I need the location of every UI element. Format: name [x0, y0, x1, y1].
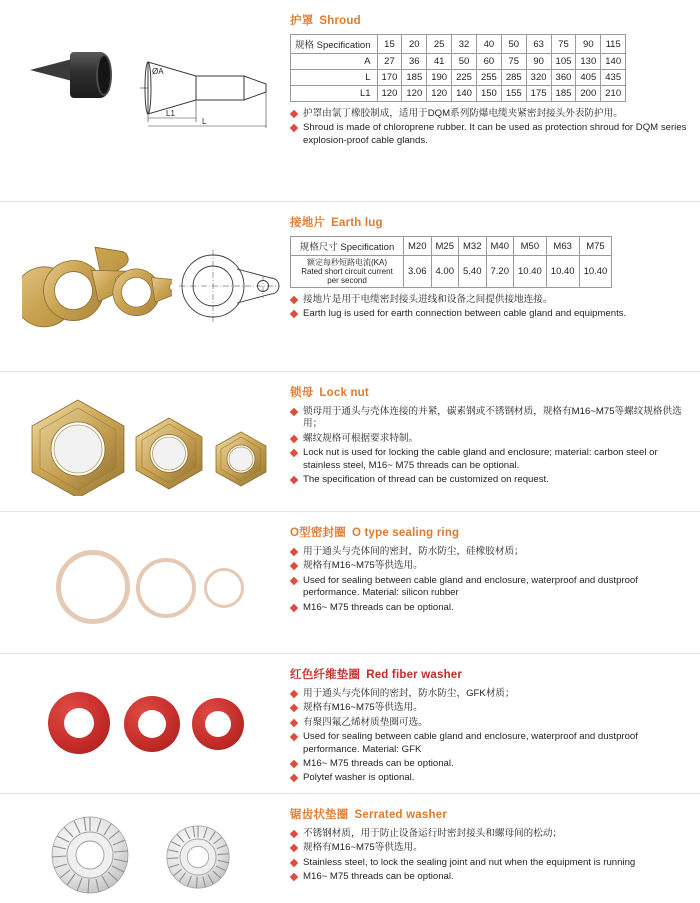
earth-lug-spec-table [290, 236, 612, 288]
title-cn: 锯齿状垫圈 [290, 809, 349, 821]
label-l1: L1 [166, 109, 175, 118]
section-title-shroud [290, 12, 690, 28]
earth-lug-photo [22, 232, 172, 342]
label-diameter-a: ØA [152, 67, 164, 76]
earth-lug-bullets [290, 294, 690, 321]
lock-nut-content [290, 372, 700, 511]
row-header: L [291, 70, 378, 86]
diamond-bullet-icon [290, 830, 298, 838]
bullet-item: 规格有M16~M75等供选用。 [290, 702, 690, 714]
row-header: 规格尺寸 Specification [291, 237, 404, 256]
diamond-bullet-icon [290, 690, 298, 698]
section-lock-nut [0, 372, 700, 512]
title-cn: O型密封圈 [290, 527, 346, 539]
section-shroud [0, 0, 700, 202]
diamond-bullet-icon [290, 476, 298, 484]
diamond-bullet-icon [290, 435, 298, 443]
title-en: O type sealing ring [351, 527, 460, 539]
bullet-item: M16~ M75 threads can be optional. [290, 758, 690, 770]
diamond-bullet-icon [290, 408, 298, 416]
diamond-bullet-icon [290, 110, 298, 118]
diamond-bullet-icon [290, 449, 298, 457]
serrated-washer-content [290, 794, 700, 903]
bullet-item: Lock nut is used for locking the cable gland and enclosure; material: carbon steel or stainless steel, M16~ M75 threads can be optional. [290, 447, 690, 472]
bullet-item: Used for sealing between cable gland and enclosure, waterproof and dustproof performance. Material: GFK [290, 731, 690, 756]
diamond-bullet-icon [290, 562, 298, 570]
title-cn: 锁母 [290, 387, 314, 399]
table-row: 规格 Specification 15 20 25 32 40 50 63 75 90 115 [291, 35, 626, 54]
title-en: Serrated washer [354, 809, 447, 821]
red-washer-content [290, 654, 700, 793]
shroud-spec-table [290, 34, 626, 102]
diamond-bullet-icon [290, 296, 298, 304]
lock-nut-bullets [290, 406, 690, 486]
serrated-washer-bullets [290, 828, 690, 884]
diamond-bullet-icon [290, 733, 298, 741]
shroud-dimension-drawing [140, 48, 285, 128]
o-ring-content [290, 512, 700, 653]
red-washer-bullets [290, 688, 690, 785]
lock-nut-figure [0, 372, 290, 511]
diamond-bullet-icon [290, 844, 298, 852]
diamond-bullet-icon [290, 859, 298, 867]
section-o-ring [0, 512, 700, 654]
diamond-bullet-icon [290, 310, 298, 318]
table-row: L1 120 120 120 140 150 155 175 185 200 210 [291, 86, 626, 102]
shroud-photo [30, 52, 108, 110]
table-row: A 27 36 41 50 60 75 90 105 130 140 [291, 54, 626, 70]
diamond-bullet-icon [290, 719, 298, 727]
bullet-item: Stainless steel, to lock the sealing joint and nut when the equipment is running [290, 857, 690, 869]
diamond-bullet-icon [290, 760, 298, 768]
row-header: L1 [291, 86, 378, 102]
diamond-bullet-icon [290, 873, 298, 881]
section-title-earth-lug [290, 214, 690, 230]
title-cn: 接地片 [290, 217, 326, 229]
diamond-bullet-icon [290, 704, 298, 712]
bullet-item: 接地片是用于电缆密封接头进线和设备之间提供接地连接。 [290, 294, 690, 306]
bullet-item: 规格有M16~M75等供选用。 [290, 842, 690, 854]
table-row: L 170 185 190 225 255 285 320 360 405 435 [291, 70, 626, 86]
bullet-item: Earth lug is used for earth connection between cable gland and equipments. [290, 308, 690, 320]
o-ring-medium [136, 558, 196, 618]
red-washer-figure [0, 654, 290, 793]
bullet-item: 有聚四氟乙烯材质垫圈可选。 [290, 717, 690, 729]
title-en: Red fiber washer [366, 669, 463, 681]
bullet-item: 用于通头与壳体间的密封，防水防尘，GFK材质； [290, 688, 690, 700]
o-ring-figure [0, 512, 290, 653]
bullet-item: M16~ M75 threads can be optional. [290, 602, 690, 614]
o-ring-large [56, 550, 130, 624]
bullet-item: The specification of thread can be customized on request. [290, 474, 690, 486]
diamond-bullet-icon [290, 774, 298, 782]
shroud-bullets [290, 108, 690, 147]
red-washer-large [48, 692, 110, 754]
bullet-item: 不锈钢材质，用于防止设备运行时密封接头和螺母间的松动； [290, 828, 690, 840]
bullet-item: Polytef washer is optional. [290, 772, 690, 784]
section-red-fiber-washer [0, 654, 700, 794]
row-header: A [291, 54, 378, 70]
table-row: 规格尺寸 Specification M20 M25 M32 M40 M50 M63 M75 [291, 237, 612, 256]
o-ring-small [204, 568, 244, 608]
title-en: Lock nut [319, 387, 369, 399]
row-header: 规格 Specification [291, 35, 378, 54]
bullet-item: 护罩由氯丁橡胶制成，适用于DQM系列防爆电缆夹紧密封接头外表防护用。 [290, 108, 690, 120]
label-l: L [202, 117, 207, 126]
section-title-lock-nut [290, 384, 690, 400]
diamond-bullet-icon [290, 603, 298, 611]
serrated-washer-photo [48, 812, 268, 898]
title-en: Earth lug [331, 217, 383, 229]
bullet-item: 规格有M16~M75等供选用。 [290, 560, 690, 572]
earth-lug-drawing [175, 236, 285, 336]
bullet-item: M16~ M75 threads can be optional. [290, 871, 690, 883]
bullet-item: Shroud is made of chloroprene rubber. It can be used as protection shroud for DQM series explosion-proof cable glands. [290, 122, 690, 147]
diamond-bullet-icon [290, 548, 298, 556]
bullet-item: Used for sealing between cable gland and enclosure, waterproof and dustproof performance. Material: silicon rubber [290, 575, 690, 600]
shroud-content [290, 0, 700, 201]
serrated-washer-figure [0, 794, 290, 903]
title-cn: 护罩 [290, 15, 314, 27]
bullet-item: 锁母用于通头与壳体连接的并紧，碳素钢或不锈钢材质，规格有M16~M75等螺纹规格供选用； [290, 406, 690, 431]
bullet-item: 用于通头与壳体间的密封，防水防尘，硅橡胶材质； [290, 546, 690, 558]
section-earth-lug [0, 202, 700, 372]
title-en: Shroud [319, 15, 361, 27]
red-washer-small [192, 698, 244, 750]
section-serrated-washer [0, 794, 700, 903]
section-title-serrated-washer [290, 806, 690, 822]
diamond-bullet-icon [290, 577, 298, 585]
section-title-red-fiber-washer [290, 666, 690, 682]
section-title-o-ring [290, 524, 690, 540]
earth-lug-figure [0, 202, 290, 371]
shroud-figure [0, 0, 290, 201]
lock-nut-photo [24, 392, 279, 496]
row-header: 额定每秒短路电流(KA) Rated short circuit current per second [291, 256, 404, 288]
diamond-bullet-icon [290, 124, 298, 132]
title-cn: 红色纤维垫圈 [290, 669, 361, 681]
o-ring-bullets [290, 546, 690, 614]
earth-lug-content [290, 202, 700, 371]
table-row: 额定每秒短路电流(KA) Rated short circuit current per second 3.06 4.00 5.40 7.20 10.40 10.40 10.40 [291, 256, 612, 288]
bullet-item: 螺纹规格可根据要求特制。 [290, 433, 690, 445]
red-washer-medium [124, 696, 180, 752]
